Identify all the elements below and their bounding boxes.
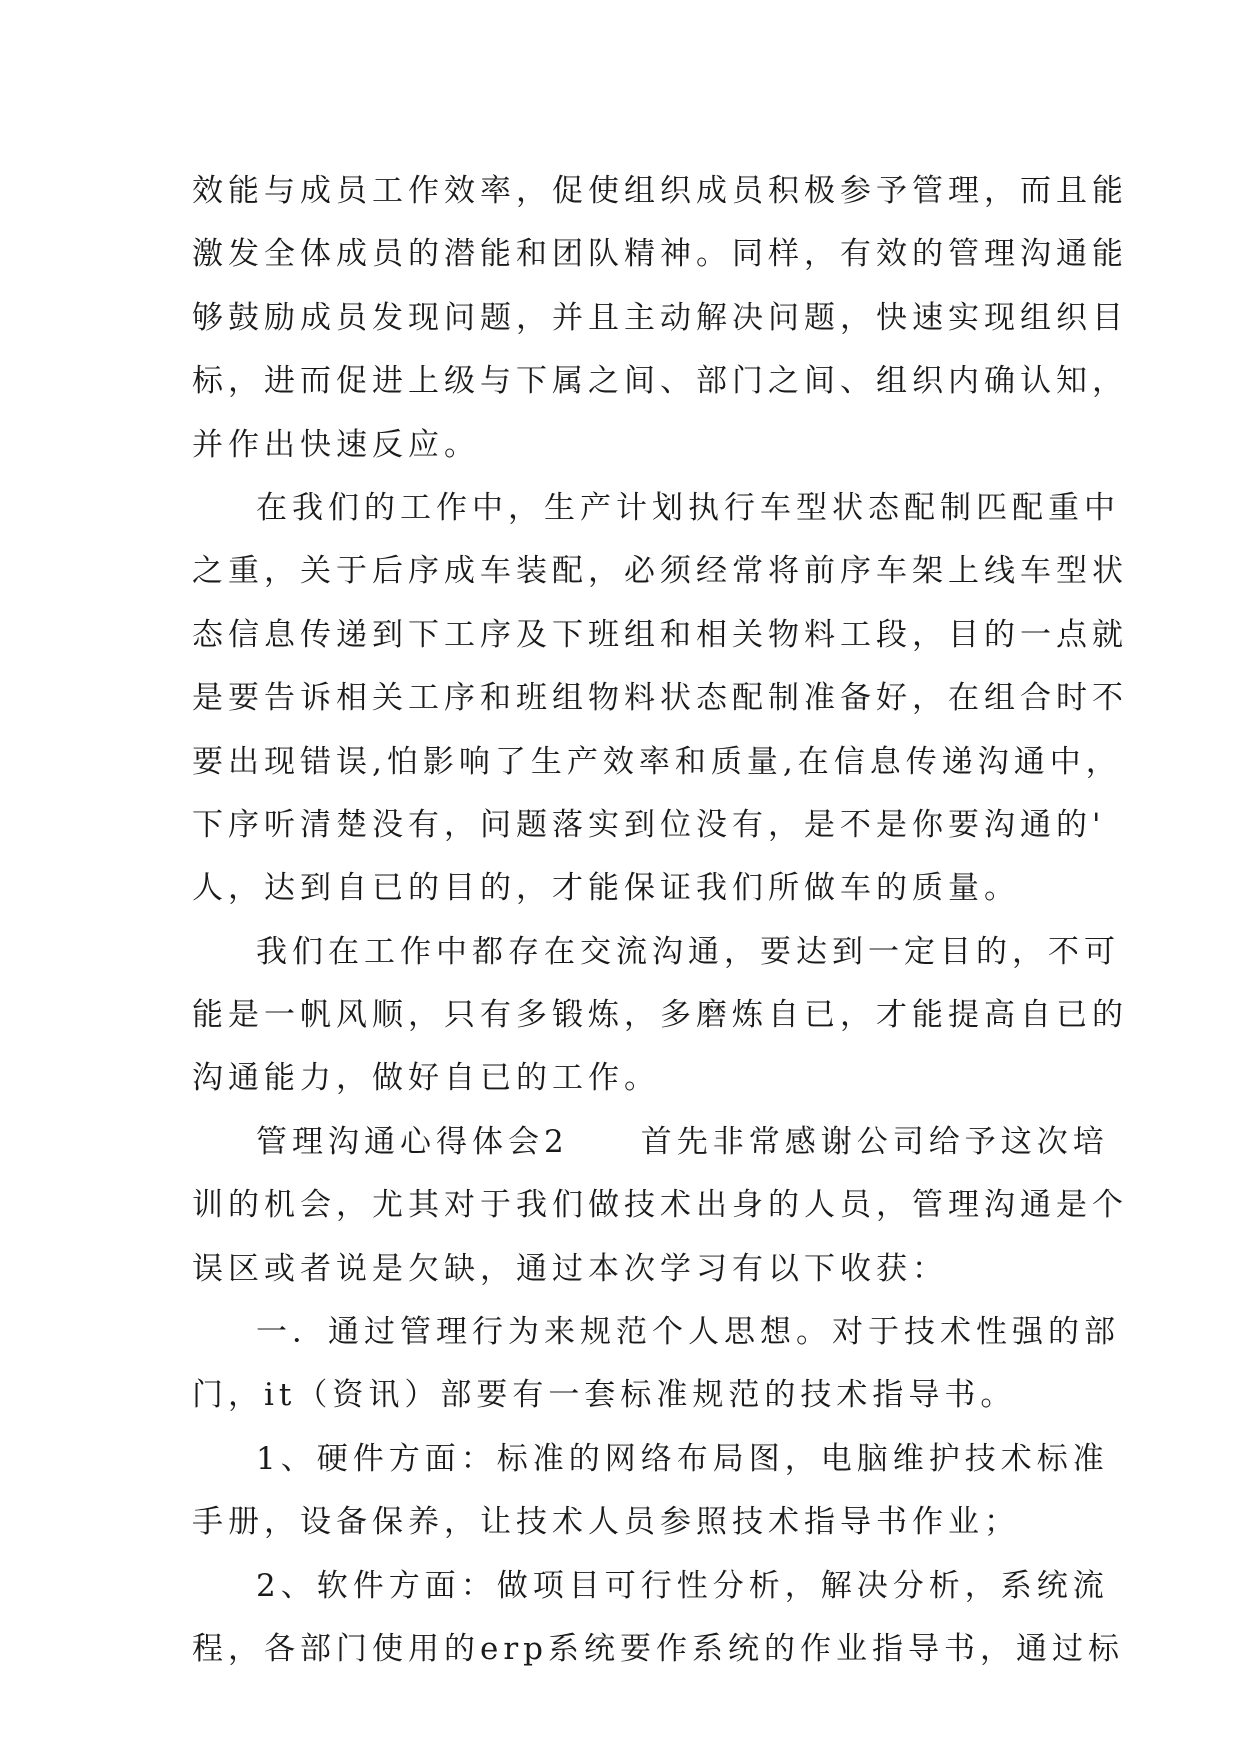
text-line: 训的机会，尤其对于我们做技术出身的人员，管理沟通是个 [192,1187,1128,1224]
text-line: 并作出快速反应。 [192,426,480,463]
text-line: 效能与成员工作效率，促使组织成员积极参予管理，而且能 [192,173,1128,209]
text-line: 误区或者说是欠缺，通过本次学习有以下收获： [192,1250,948,1287]
text-line: 1、硬件方面：标准的网络布局图，电脑维护技术标准 [256,1440,1109,1477]
text-line: 管理沟通心得体会2 首先非常感谢公司给予这次培 [256,1123,1109,1160]
text-line: 我们在工作中都存在交流沟通，要达到一定目的，不可 [256,933,1120,970]
text-line: 下序听清楚没有，问题落实到位没有，是不是你要沟通的' [192,806,1106,843]
text-line: 标，进而促进上级与下属之间、部门之间、组织内确认知， [192,363,1128,400]
text-line: 手册，设备保养，让技术人员参照技术指导书作业； [192,1504,1020,1541]
text-line: 态信息传递到下工序及下班组和相关物料工段，目的一点就 [192,616,1128,653]
text-line: 够鼓励成员发现问题，并且主动解决问题，快速实现组织目 [192,299,1128,336]
text-line: 是要告诉相关工序和班组物料状态配制准备好，在组合时不 [192,680,1128,717]
text-line: 要出现错误,怕影响了生产效率和质量,在信息传递沟通中， [192,743,1122,780]
text-line: 门，it（资讯）部要有一套标准规范的技术指导书。 [192,1377,1017,1414]
text-line: 程，各部门使用的erp系统要作系统的作业指导书，通过标 [192,1630,1125,1667]
text-line: 沟通能力，做好自已的工作。 [192,1060,660,1097]
text-line: 在我们的工作中，生产计划执行车型状态配制匹配重中 [256,489,1120,526]
text-line: 一．通过管理行为来规范个人思想。对于技术性强的部 [256,1314,1120,1351]
text-line: 人，达到自已的目的，才能保证我们所做车的质量。 [192,870,1020,907]
text-line: 激发全体成员的潜能和团队精神。同样，有效的管理沟通能 [192,236,1128,273]
text-line: 之重，关于后序成车装配，必须经常将前序车架上线车型状 [192,553,1128,590]
document-body [192,160,1128,1681]
text-line: 能是一帆风顺，只有多锻炼，多磨炼自已，才能提高自已的 [192,997,1128,1034]
text-line: 2、软件方面：做项目可行性分析，解决分析，系统流 [256,1567,1109,1604]
